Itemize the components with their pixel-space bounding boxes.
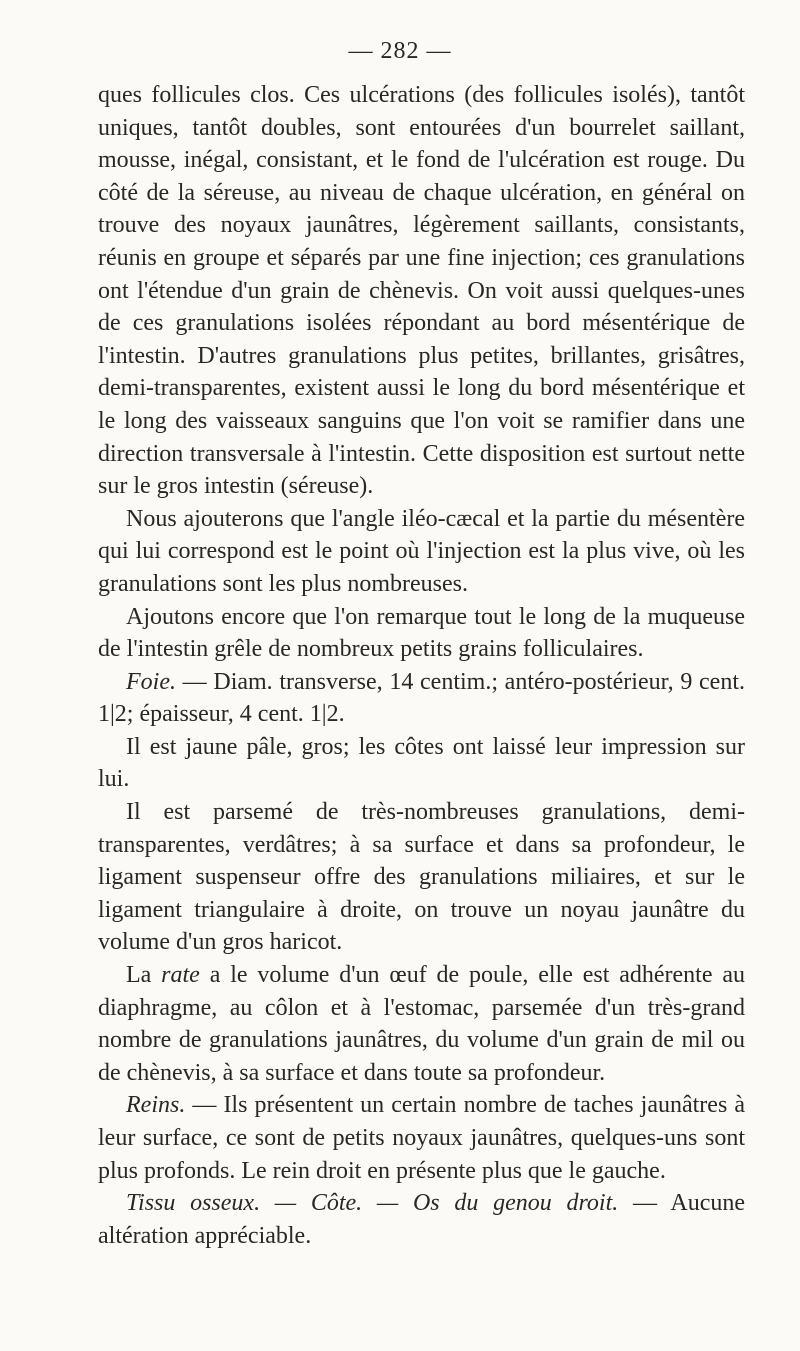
paragraph-rate — [98, 959, 745, 1089]
paragraph-foie — [98, 666, 745, 731]
paragraph-text: Ajoutons encore que l'on remarque tout le long de la muqueuse de l'intestin grêle de nombreux petits grains folliculaires. — [98, 603, 745, 663]
paragraph-1 — [98, 79, 745, 503]
paragraph-6 — [98, 796, 745, 959]
paragraph-text: Il est parsemé de très-nombreuses granulations, demi-transparentes, verdâtres; à sa surface et dans sa profondeur, le ligament suspenseur offre des granulations miliaires, et sur le ligament triangulaire à droite, on trouve un noyau jaunâtre du volume d'un gros haricot. — [98, 799, 745, 956]
section-heading-reins: Reins. — [126, 1092, 186, 1119]
paragraph-reins — [98, 1089, 745, 1187]
paragraph-text: Nous ajouterons que l'angle iléo-cæcal et la partie du mésentère qui lui correspond est le point où l'injection est la plus vive, où les granulations sont les plus nombreuses. — [98, 505, 745, 597]
section-term-rate: rate — [161, 962, 200, 989]
paragraph-3 — [98, 601, 745, 666]
section-heading-tissu-osseux: Tissu osseux. — Côte. — Os du genou droit. — [126, 1190, 619, 1217]
page-number: — 282 — — [348, 38, 452, 64]
section-heading-foie: Foie. — [126, 668, 176, 695]
paragraph-text: — Diam. transverse, 14 centim.; antéro-postérieur, 9 cent. 1|2; épaisseur, 4 cent. 1|2. — [98, 668, 745, 728]
paragraph-text: a le volume d'un œuf de poule, elle est adhérente au diaphragme, au côlon et à l'estomac, parsemée d'un très-grand nombre de granulations jaunâtres, du volume d'un grain de mil ou de chènevis, à sa surface et dans toute sa profondeur. — [98, 962, 746, 1086]
paragraph-tissu-osseux — [98, 1187, 745, 1252]
paragraph-text: — Aucune altération appréciable. — [98, 1190, 746, 1249]
paragraph-5 — [98, 731, 745, 796]
body-text — [98, 79, 745, 1252]
paragraph-text: — Ils présentent un certain nombre de taches jaunâtres à leur surface, ce sont de petits noyaux jaunâtres, quelques-uns sont plus profonds. Le rein droit en présente plus que le gauche. — [98, 1092, 745, 1184]
paragraph-text: ques follicules clos. Ces ulcérations (des follicules isolés), tantôt uniques, tantôt doubles, sont entourées d'un bourrelet saillant, mousse, inégal, consistant, et le fond de l'ulcération est rouge. Du côté de la séreuse, au niveau de chaque ulcération, en général on trouve des noyaux jaunâtres, légèrement saillants, consistants, réunis en groupe et séparés par une fine injection; ces granulations ont l'étendue d'un grain de chènevis. On voit aussi quelques-unes de ces granulations isolées répondant au bord mésentérique de l'intestin. D'autres granulations plus petites, brillantes, grisâtres, demi-transparentes, existent aussi le long du bord mésentérique et le long des vaisseaux sanguins que l'on voit se ramifier dans une direction transversale à l'intestin. Cette disposition est surtout nette sur le gros intestin (séreuse). — [98, 82, 745, 500]
paragraph-text: Il est jaune pâle, gros; les côtes ont laissé leur impression sur lui. — [98, 733, 745, 793]
paragraph-2 — [98, 503, 745, 601]
paragraph-text-pre: La — [126, 962, 162, 989]
